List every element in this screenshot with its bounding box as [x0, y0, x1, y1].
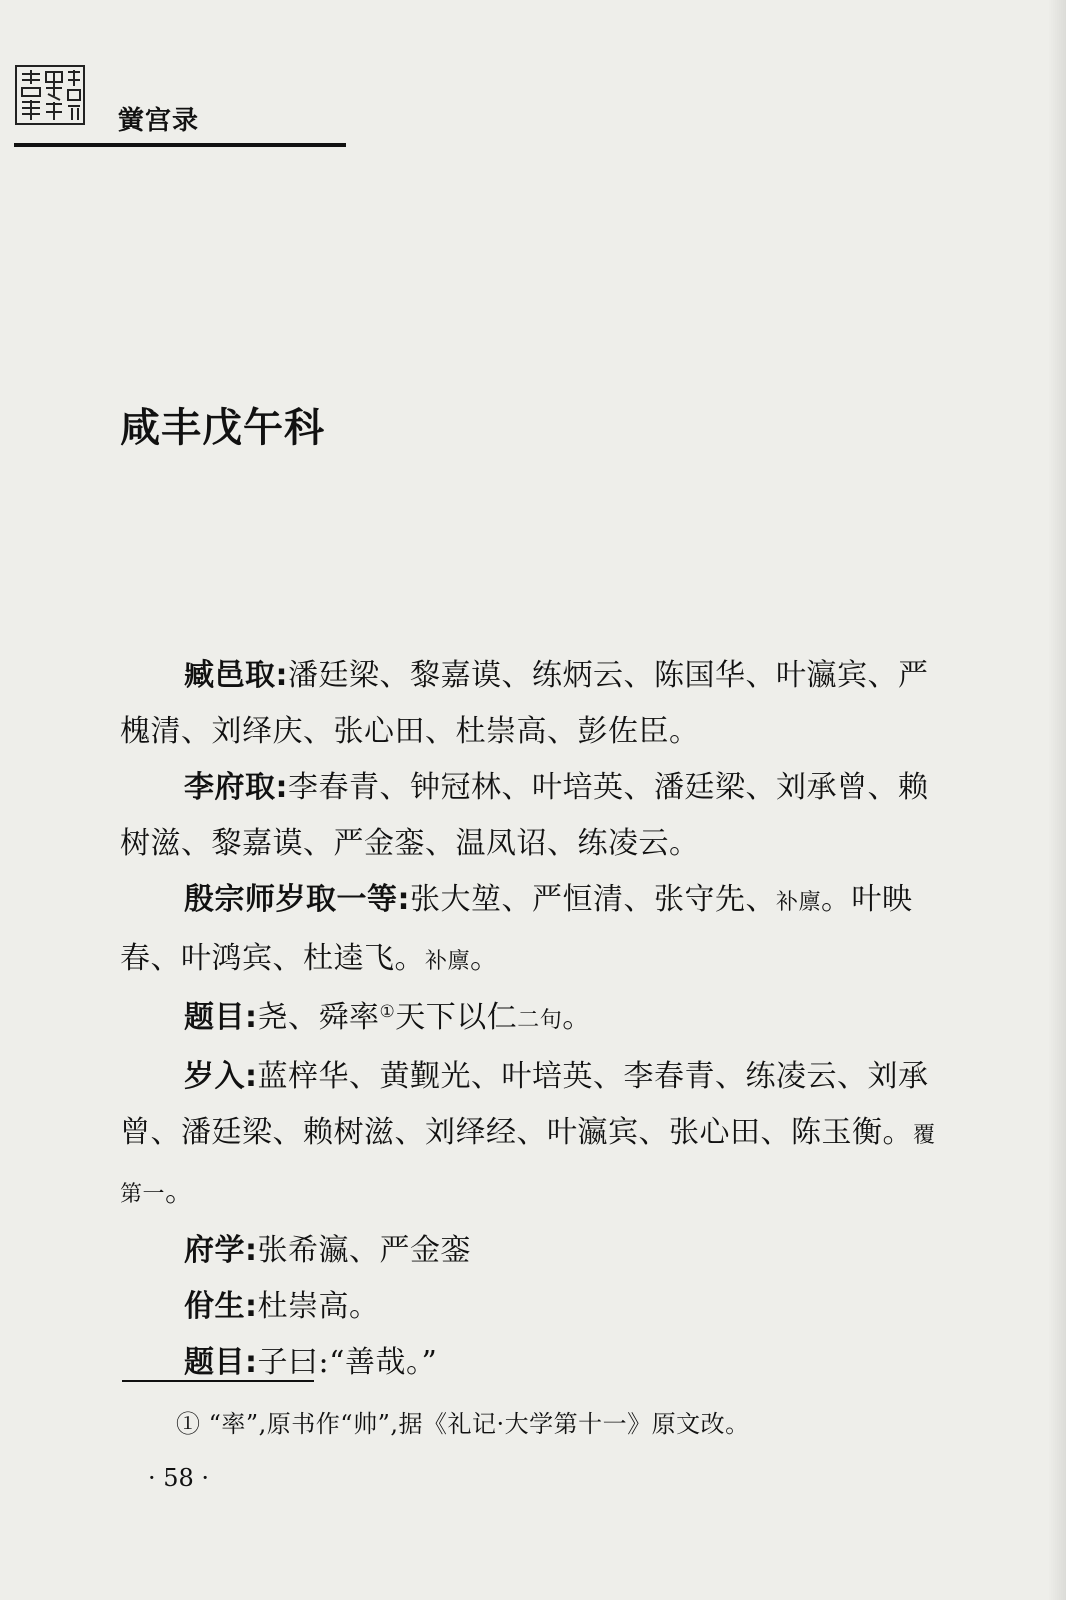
paragraph-text: 尧、舜率: [257, 1000, 380, 1035]
paragraph-label: 佾生:: [184, 1289, 258, 1324]
body-text: [120, 648, 950, 1391]
paragraph-text: 潘廷梁、黎嘉谟、练炳云、陈国华、叶瀛宾、严槐清、刘绎庆、张心田、杜崇高、彭佐臣。: [120, 658, 929, 749]
paragraph-text: 。叶映春、叶鸿宾、杜逵飞。: [120, 882, 913, 976]
page-edge-shadow: [1048, 0, 1066, 1600]
interlinear-note: 二句: [517, 1008, 563, 1033]
paragraph-text: 张大堃、严恒清、张守先、: [410, 882, 776, 917]
interlinear-note: 补廪: [425, 949, 471, 974]
paragraph-timu-2: [120, 1335, 950, 1391]
paragraph-text: 。: [562, 1000, 593, 1035]
seal-logo: [14, 64, 86, 126]
footnote-rule: [122, 1380, 314, 1382]
paragraph-lifu: [120, 760, 950, 872]
paragraph-yisheng: [120, 1279, 950, 1335]
paragraph-label: 题目:: [184, 1345, 258, 1380]
paragraph-label: 臧邑取:: [184, 658, 288, 693]
paragraph-text: 蓝梓华、黄觐光、叶培英、李春青、练凌云、刘承曾、潘廷梁、赖树滋、刘绎经、叶瀛宾、张心田、陈玉衡。: [120, 1059, 929, 1150]
paragraph-label: 李府取:: [184, 770, 288, 805]
paragraph-text: 李春青、钟冠林、叶培英、潘廷梁、刘承曾、赖树滋、黎嘉谟、严金銮、温凤诏、练凌云。: [120, 770, 929, 861]
paragraph-text: 。: [165, 1174, 196, 1209]
paragraph-label: 岁入:: [184, 1059, 258, 1094]
paragraph-zangyi: [120, 648, 950, 760]
chapter-title: 咸丰戊午科: [120, 405, 325, 451]
paragraph-text: 。: [470, 941, 501, 976]
running-head-title: 黉宫录: [118, 106, 200, 136]
paragraph-timu-1: [120, 990, 950, 1049]
footnote: ① “率”,原书作“帅”,据《礼记·大学第十一》原文改。: [176, 1410, 750, 1438]
paragraph-yin-zongshi: [120, 872, 950, 990]
paragraph-label: 题目:: [184, 1000, 258, 1035]
paragraph-text: 天下以仁: [395, 1000, 518, 1035]
paragraph-label: 殷宗师岁取一等:: [184, 882, 410, 917]
header-rule: [14, 143, 346, 147]
paragraph-text: 张希瀛、严金銮: [257, 1233, 471, 1268]
paragraph-text: 子曰:“善哉。”: [257, 1345, 438, 1380]
paragraph-suiru: [120, 1049, 950, 1223]
interlinear-note: 补廪: [776, 890, 822, 915]
paragraph-label: 府学:: [184, 1233, 258, 1268]
interlinear-note: 覆第一: [120, 1123, 936, 1207]
paragraph-fuxue: [120, 1223, 950, 1279]
page-number: · 58 ·: [148, 1464, 210, 1492]
footnote-marker[interactable]: ①: [379, 1002, 396, 1022]
paragraph-text: 杜崇高。: [257, 1289, 380, 1324]
